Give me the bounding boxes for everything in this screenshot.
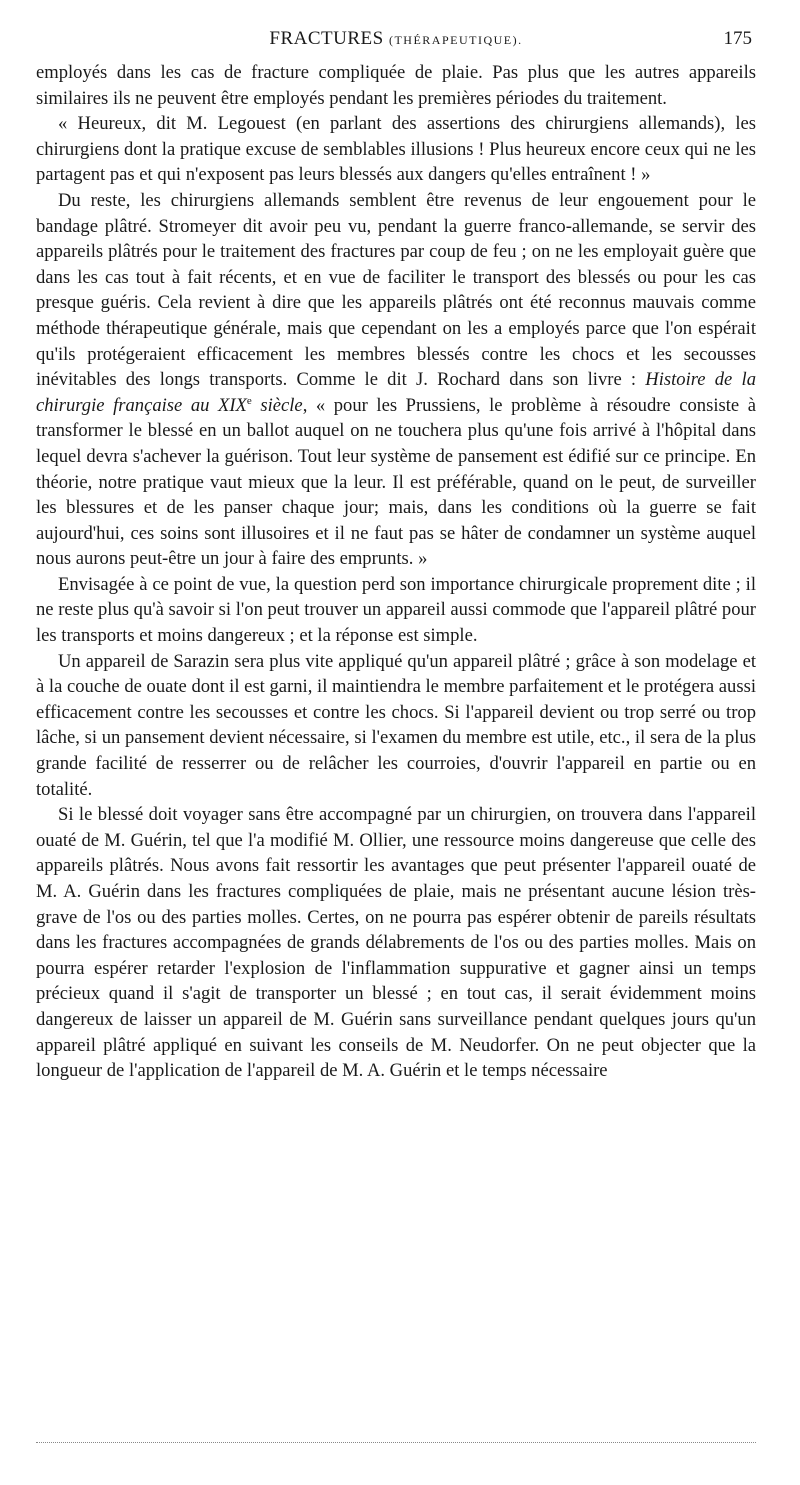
paragraph-stromeyer <box>36 188 756 572</box>
running-header <box>36 28 756 54</box>
book-page <box>36 28 756 1084</box>
paragraph-sarazin: Un appareil de Sarazin sera plus vite appliqué qu'un appareil plâtré ; grâce à son modelage et à la couche de ouate dont il est garni, il maintiendra le membre parfaitement et le protégera aussi efficacement contre les secousses et contre les chocs. Si l'appareil devient ou trop serré ou trop lâche, si un pansement devient nécessaire, si l'examen du membre est utile, etc., il sera de la plus grande facilité de resserrer ou de relâcher les courroies, d'ouvrir l'appareil en partie ou en totalité. <box>36 650 756 800</box>
running-title-main: FRACTURES <box>269 28 384 49</box>
running-title-sub: (THÉRAPEUTIQUE). <box>388 33 523 47</box>
page-number: 175 <box>723 28 752 49</box>
paragraph-stromeyer-text-b: , « pour les Prussiens, le problème à résoudre consiste à transformer le blessé en un ballot auquel on ne touchera plus qu'une fois arrivé à l'hôpital dans lequel devra s'achever la guérison. Tout leur système de pansement est édifié sur ce principe. En théorie, notre pratique vaut mieux que la leur. Il est préférable, quand on le peut, de surveiller les blessures et de les panser chaque jour; mais, dans les conditions où la guerre se fait aujourd'hui, ces soins sont illusoires et il ne faut pas se hâter de condamner un système auquel nous aurons peut-être un jour à faire des emprunts. » <box>36 394 756 570</box>
paragraph-continuation: employés dans les cas de fracture compliquée de plaie. Pas plus que les autres appareils similaires ils ne peuvent être employés pendant les premières périodes du traitement. <box>36 62 756 109</box>
book-title-superscript: e <box>246 394 252 407</box>
paragraph-viewpoint: Envisagée à ce point de vue, la question perd son importance chirurgicale proprement dite ; il ne reste plus qu'à savoir si l'on peut trouver un appareil aussi commode que l'appareil plâtré pour les transports et moins dangereux ; et la réponse est simple. <box>36 573 756 647</box>
paragraph-quote-legouest: « Heureux, dit M. Legouest (en parlant des assertions des chirurgiens allemands), les chirurgiens dont la pratique excuse de semblables illusions ! Plus heureux encore ceux qui ne les partagent pas et qui n'exposent pas leurs blessés aux dangers qu'elles entraînent ! » <box>36 113 756 186</box>
paragraph-stromeyer-text-a: Du reste, les chirurgiens allemands semblent être revenus de leur engouement pour le bandage plâtré. Stromeyer dit avoir peu vu, pendant la guerre franco-allemande, se servir des appareils plâtrés pour le traitement des fractures par coup de feu ; on ne les employait guère que dans les cas tout à fait récents, et en vue de faciliter le transport des blessés ou pour les cas presque guéris. Cela revient à dire que les appareils plâtrés ont été reconnus mauvais comme méthode thérapeutique générale, mais que cependant on les a employés parce que l'on espérait qu'ils protégeraient efficacement les membres blessés contre les chocs et les secousses inévitables des longs transports. Comme le dit J. Rochard dans son livre : <box>36 189 756 391</box>
book-title-italic-a: Histoire de la chirurgie française au XIX <box>36 369 756 416</box>
running-title <box>36 28 756 50</box>
body-text <box>36 60 756 1084</box>
footer-dotted-rule <box>36 1442 756 1451</box>
paragraph-guerin: Si le blessé doit voyager sans être accompagné par un chirurgien, on trouvera dans l'appareil ouaté de M. Guérin, tel que l'a modifié M. Ollier, une ressource moins dangereuse que celle des appareils plâtrés. Nous avons fait ressortir les avantages que peut présenter l'appareil ouaté de M. A. Guérin dans les fractures compliquées de plaie, mais ne présentant aucune lésion très-grave de l'os ou des parties molles. Certes, on ne pourra pas espérer obtenir de pareils résultats dans les fractures accompagnées de grands délabrements de l'os ou des parties molles. Mais on pourra espérer retarder l'explosion de l'inflammation suppurative et gagner ainsi un temps précieux quand il s'agit de transporter un blessé ; en tout cas, il serait évidemment moins dangereux de laisser un appareil de M. Guérin sans surveillance pendant quelques jours qu'un appareil plâtré appliqué en suivant les conseils de M. Neudorfer. On ne peut objecter que la longueur de l'application de l'appareil de M. A. Guérin et le temps nécessaire <box>36 804 756 1082</box>
book-title-italic-b: siècle <box>251 394 303 416</box>
